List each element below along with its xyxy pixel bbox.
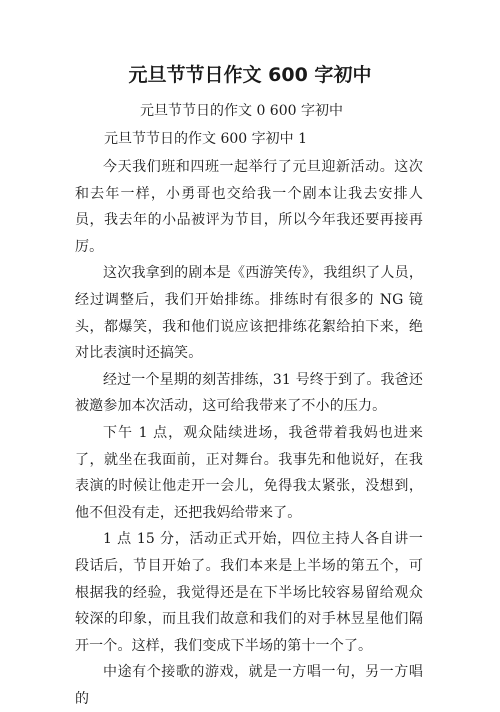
document-subtitle-2: 元旦节节日的作文 600 字初中 1: [104, 131, 307, 147]
paragraph: 经过一个星期的刻苦排练，31 号终于到了。我爸还被邀参加本次活动，这可给我带来了不小的压力。: [75, 371, 423, 415]
document-body: [75, 154, 423, 712]
paragraph: 下午 1 点，观众陆续进场，我爸带着我妈也进来了，就坐在我面前，正对舞台。我事先和他说好，在我表演的时候让他走开一会儿，免得我太紧张，没想到，他不但没有走，还把我妈给带来了。: [75, 424, 423, 521]
document-title: 元旦节节日作文 600 字初中: [128, 64, 372, 86]
paragraph: 今天我们班和四班一起举行了元旦迎新活动。这次和去年一样，小勇哥也交给我一个剧本让我去安排人员，我去年的小品被评为节目，所以今年我还要再接再厉。: [75, 159, 423, 255]
paragraph: 中途有个接歌的游戏，就是一方唱一句，另一方唱的: [75, 664, 423, 707]
paragraph: 这次我拿到的剧本是《西游笑传》，我组织了人员，经过调整后，我们开始排练。排练时有很多的 NG 镜头，都爆笑，我和他们说应该把排练花絮给拍下来，绝对比表演时还搞笑。: [75, 265, 423, 362]
document-subtitle: 元旦节节日的作文 0 600 字初中: [140, 103, 343, 119]
paragraph: 1 点 15 分，活动正式开始，四位主持人各自讲一段话后，节目开始了。我们本来是上半场的第五个，可根据我的经验，我觉得还是在下半场比较容易留给观众较深的印象，而且我们故意和我们的对手林昱星他们隔开一个。这样，我们变成下半场的第十一个了。: [75, 531, 423, 654]
